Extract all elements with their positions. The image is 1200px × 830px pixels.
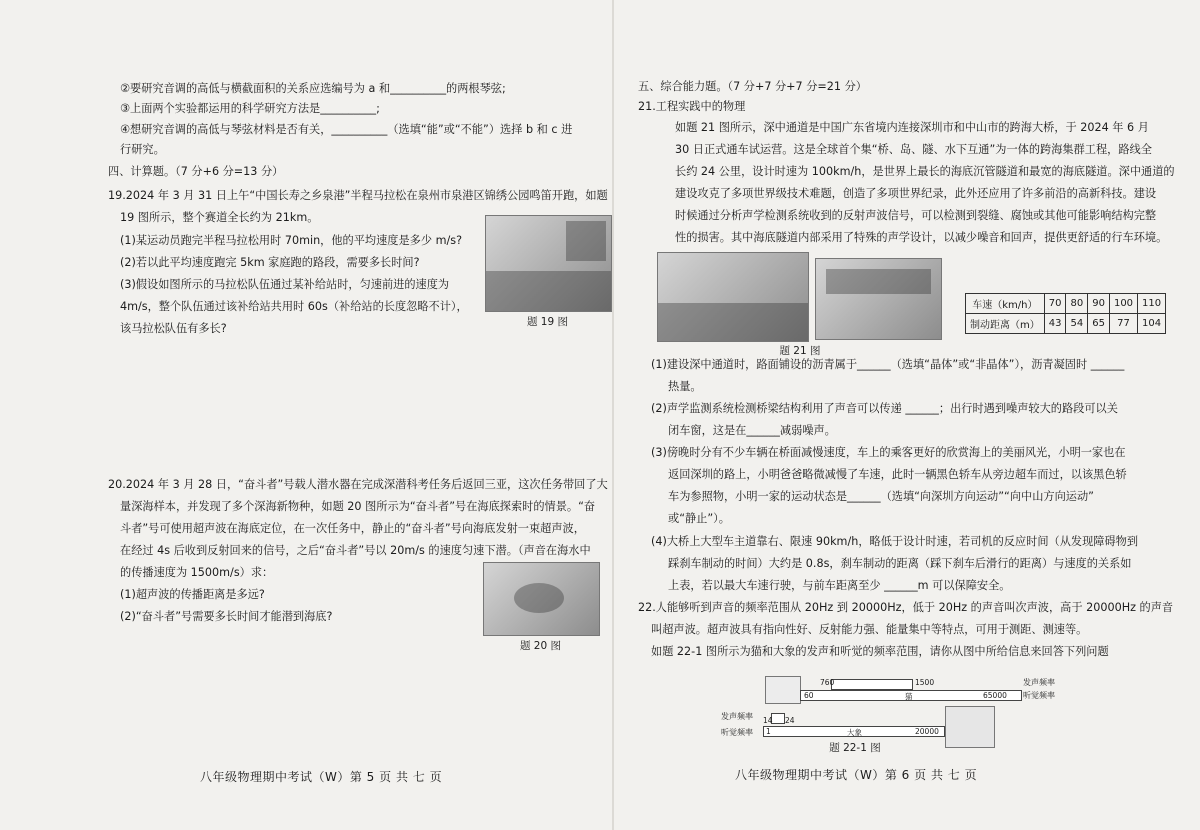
table-cell: 54 [1066,314,1088,334]
table-cell: 104 [1138,314,1166,334]
text-line: (2)“奋斗者”号需要多长时间才能潜到海底? [120,610,333,623]
text-line: 踩刹车制动的时间）大约是 0.8s，刹车制动的距离（踩下刹车后滑行的距离）与速度的关系如 [668,557,1132,570]
cat-emit-bar [831,679,913,690]
cat-hear-name: 猫 [905,692,913,701]
text-line: 30 日正式通车试运营。这是全球首个集“桥、岛、隧、水下互通”为一体的跨海集群工程，路线全 [675,143,1152,156]
question-22: 22.人能够听到声音的频率范围从 20Hz 到 20000Hz，低于 20Hz 的声音叫次声波，高于 20000Hz 的声音 [638,601,1174,614]
cat-hear-low: 60 [804,691,814,700]
text-line: 长约 24 公里，设计时速为 100km/h，是世界上最长的海底沉管隧道和最宽的海底隧道。深中通道的 [675,165,1175,178]
table-cell: 80 [1066,294,1088,314]
text-line: 上表，若以最大车速行驶，与前车距离至少 ______m 可以保障安全。 [668,579,1011,592]
text-line: 车为参照物，小明一家的运动状态是______（选填“向深圳方向运动”“向中山方向运动” [668,490,1094,503]
ele-emit-bar [771,713,785,724]
text-line: 闭车窗，这是在______减弱噪声。 [668,424,836,437]
question-20: 20.2024 年 3 月 28 日，“奋斗者”号载人潜水器在完成深潜科考任务后返回三亚，这次任务带回了大 [108,478,608,491]
cat-emit-label: 发声频率 [1023,678,1055,687]
section-heading: 五、综合能力题。（7 分+7 分+7 分=21 分） [638,80,867,93]
page-footer: 八年级物理期中考试（W）第 6 页 共 七 页 [735,768,978,782]
section-heading: 四、计算题。（7 分+6 分=13 分） [108,165,284,178]
cat-emit-low: 760 [820,678,835,687]
elephant-illustration [945,706,995,748]
text-line: 时候通过分析声学检测系统收到的反射声波信号，可以检测到裂缝、腐蚀或其他可能影响结构完整 [675,209,1157,222]
ele-hear-low: 1 [766,727,771,736]
table-cell: 90 [1088,294,1110,314]
table-cell: 65 [1088,314,1110,334]
text-line: 该马拉松队伍有多长? [120,322,227,335]
cat-illustration [765,676,801,704]
ele-hear-high: 20000 [915,727,939,736]
table-header: 制动距离（m） [966,314,1045,334]
figure-19-photo [485,215,612,312]
text-line: 19 图所示，整个赛道全长约为 21km。 [120,211,319,224]
table-cell: 100 [1109,294,1137,314]
text-line: 4m/s，整个队伍通过该补给站共用时 60s（补给站的长度忽略不计）， [120,300,468,313]
text-line: 如题 22-1 图所示为猫和大象的发声和听觉的频率范围，请你从图中所给信息来回答下列问题 [651,645,1109,658]
figure-19-caption: 题 19 图 [526,316,569,328]
speed-braking-table [965,293,1166,334]
text-line: 性的损害。其中海底隧道内部采用了特殊的声学设计，以减少噪音和回声，提供更舒适的行车环境。 [675,231,1168,244]
text-line: 行研究。 [120,143,165,156]
text-line: 建设攻克了多项世界级技术难题，创造了多项世界纪录，此外还应用了许多前沿的高新科技。建设 [675,187,1157,200]
text-line: 返回深圳的路上，小明爸爸略微减慢了车速，此时一辆黑色轿车从旁边超车而过，以该黑色轿 [668,468,1127,481]
text-line: (3)假设如图所示的马拉松队伍通过某补给站时，匀速前进的速度为 [120,278,450,291]
text-line: (3)傍晚时分有不少车辆在桥面减慢速度，车上的乘客更好的欣赏海上的美丽风光，小明一家也在 [651,446,1126,459]
ele-hear-label: 听觉频率 [721,728,753,737]
table-cell: 110 [1138,294,1166,314]
table-cell: 43 [1044,314,1066,334]
figure-21-caption: 题 21 图 [779,345,821,357]
figure-20-photo [483,562,600,636]
cat-emit-high: 1500 [915,678,935,687]
ele-emit-label: 发声频率 [721,712,753,721]
page-footer: 八年级物理期中考试（W）第 5 页 共 七 页 [200,770,443,784]
figure-21-bridge-photo [657,252,809,342]
text-line: 量深海样本，并发现了多个深海新物种，如题 20 图所示为“奋斗者”号在海底探索时的情景。“奋 [120,500,596,513]
text-line: 斗者”号可使用超声波在海底定位，在一次任务中，静止的“奋斗者”号向海底发射一束超声波， [120,522,585,535]
page-6 [615,0,1200,830]
text-line: 如题 21 图所示，深中通道是中国广东省境内连接深圳市和中山市的跨海大桥，于 2024 年 6 月 [675,121,1149,134]
text-line: 的传播速度为 1500m/s）求： [120,566,274,579]
text-line: (4)大桥上大型车主道靠右、限速 90km/h，略低于设计时速，若司机的反应时间（从发现障碍物到 [651,535,1139,548]
text-line: (2)声学监测系统检测桥梁结构利用了声音可以传递 ______；出行时遇到噪声较大的路段可以关 [651,402,1118,415]
cat-hear-high: 65000 [983,691,1007,700]
figure-21-tunnel-photo [815,258,942,340]
text-line: ②要研究音调的高低与横截面积的关系应选编号为 a 和__________的两根琴弦; [120,82,506,95]
text-line: (1)某运动员跑完半程马拉松用时 70min，他的平均速度是多少 m/s? [120,234,463,247]
text-line: (1)建设深中通道时，路面铺设的沥青属于______（选填“晶体”或“非晶体”），沥青凝固时 ______ [651,358,1125,371]
figure-20-caption: 题 20 图 [519,640,562,652]
question-21-title: 21.工程实践中的物理 [638,100,746,113]
question-19: 19.2024 年 3 月 31 日上午“中国长寿之乡泉港”半程马拉松在泉州市泉港区锦绣公园鸣笛开跑，如题 [108,189,608,202]
text-line: 或“静止”）。 [668,512,730,525]
text-line: (2)若以此平均速度跑完 5km 家庭跑的路段，需要多长时间? [120,256,420,269]
text-line: (1)超声波的传播距离是多远? [120,588,265,601]
text-line: 热量。 [668,380,702,393]
table-header: 车速（km/h） [966,294,1045,314]
table-cell: 77 [1109,314,1137,334]
text-line: ③上面两个实验都运用的科学研究方法是__________; [120,102,380,115]
cat-hear-label: 听觉频率 [1023,691,1055,700]
ele-emit-low: 14 [763,716,773,725]
text-line: 叫超声波。超声波具有指向性好、反射能力强、能量集中等特点，可用于测距、测速等。 [651,623,1088,636]
ele-hear-name: 大象 [847,728,862,737]
ele-emit-high: 24 [785,716,795,725]
text-line: ④想研究音调的高低与琴弦材料是否有关，__________（选填“能”或“不能”）选择 b 和 c 进 [120,123,573,136]
figure-22-caption: 题 22-1 图 [829,742,881,754]
text-line: 在经过 4s 后收到反射回来的信号，之后“奋斗者”号以 20m/s 的速度匀速下潜。（声音在海水中 [120,544,591,557]
table-cell: 70 [1044,294,1066,314]
